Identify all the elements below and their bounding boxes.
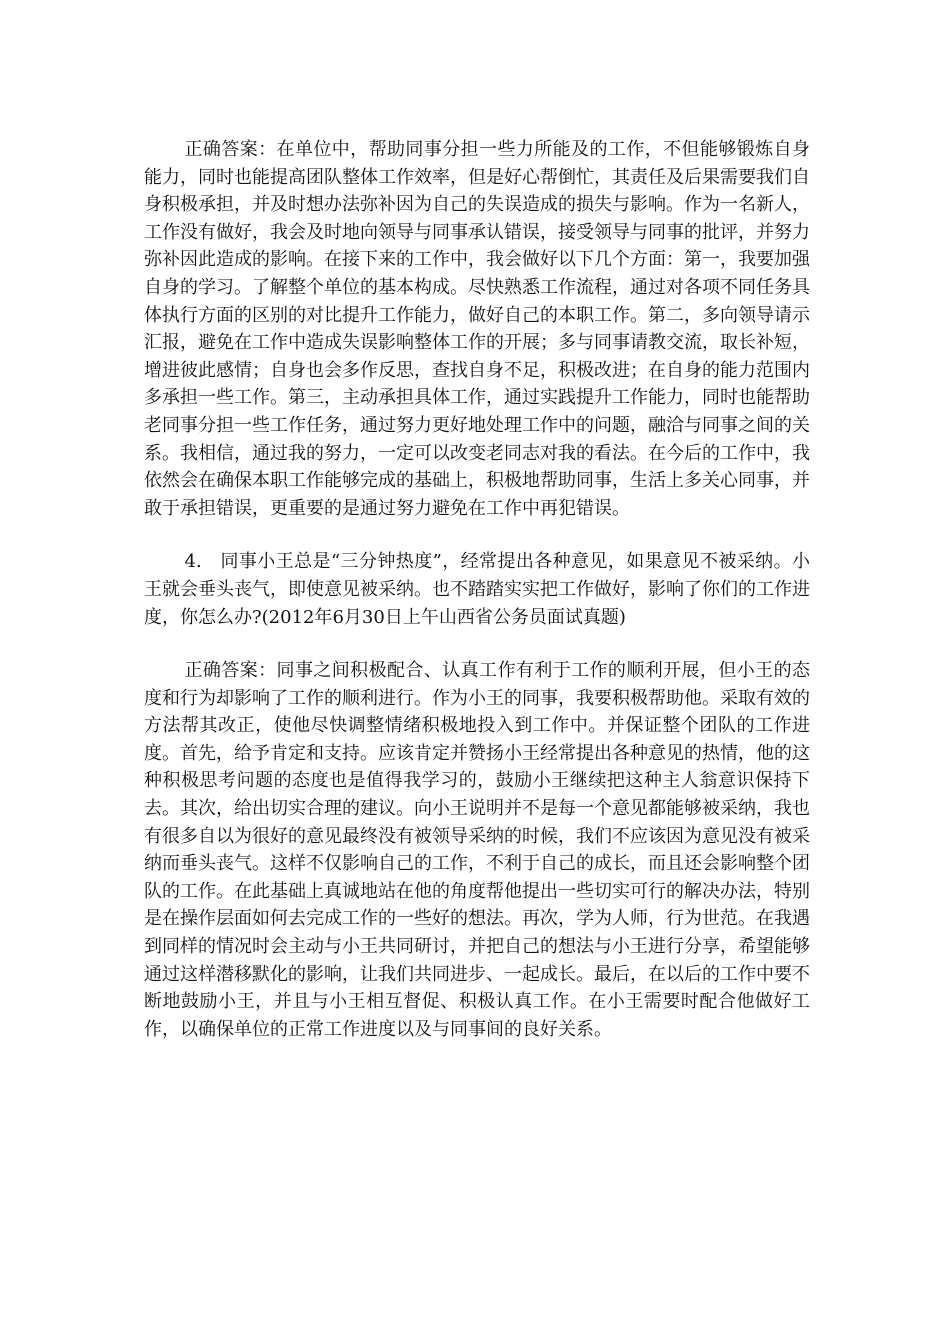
answer-paragraph-1: 正确答案：在单位中，帮助同事分担一些力所能及的工作，不但能够锻炼自身能力，同时也能提高团队整体工作效率，但是好心帮倒忙，其责任及后果需要我们自身积极承担，并及时想办法弥补因为自己的失误造成的损失与影响。作为一名新人，工作没有做好，我会及时地向领导与同事承认错误，接受领导与同事的批评，并努力弥补因此造成的影响。在接下来的工作中，我会做好以下几个方面：第一，我要加强自身的学习。了解整个单位的基本构成。尽快熟悉工作流程，通过对各项不同任务具体执行方面的区别的对比提升工作能力，做好自己的本职工作。第二，多向领导请示汇报，避免在工作中造成失误影响整体工作的开展；多与同事请教交流，取长补短，增进彼此感情；自身也会多作反思，查找自身不足，积极改进；在自身的能力范围内多承担一些工作。第三，主动承担具体工作，通过实践提升工作能力，同时也能帮助老同事分担一些工作任务，通过努力更好地处理工作中的问题，融洽与同事之间的关系。我相信，通过我的努力，一定可以改变老同志对我的看法。在今后的工作中，我依然会在确保本职工作能够完成的基础上，积极地帮助同事，生活上多关心同事，并敢于承担错误，更重要的是通过努力避免在工作中再犯错误。 bbox=[144, 139, 810, 519]
answer-paragraph-2: 正确答案：同事之间积极配合、认真工作有利于工作的顺利开展，但小王的态度和行为却影响了工作的顺利进行。作为小王的同事，我要积极帮助他。采取有效的方法帮其改正，使他尽快调整情绪积极地投入到工作中。并保证整个团队的工作进度。首先，给予肯定和支持。应该肯定并赞扬小王经常提出各种意见的热情，他的这种积极思考问题的态度也是值得我学习的，鼓励小王继续把这种主人翁意识保持下去。其次，给出切实合理的建议。向小王说明并不是每一个意见都能够被采纳，我也有很多自以为很好的意见最终没有被领导采纳的时候，我们不应该因为意见没有被采纳而垂头丧气。这样不仅影响自己的工作，不利于自己的成长，而且还会影响整个团队的工作。在此基础上真诚地站在他的角度帮他提出一些切实可行的解决办法，特别是在操作层面如何去完成工作的一些好的想法。再次，学为人师，行为世范。在我遇到同样的情况时会主动与小王共同研讨，并把自己的想法与小王进行分享，希望能够通过这样潜移默化的影响，让我们共同进步、一起成长。最后，在以后的工作中要不断地鼓励小王，并且与小王相互督促、积极认真工作。在小王需要时配合他做好工作，以确保单位的正常工作进度以及与同事间的良好关系。 bbox=[144, 660, 810, 1040]
document-body bbox=[144, 136, 810, 1043]
question-4-paragraph: 4. 同事小王总是“三分钟热度”，经常提出各种意见，如果意见不被采纳。小王就会垂头丧气，即使意见被采纳。也不踏踏实实把工作做好，影响了你们的工作进度，你怎么办?(2012年6月30日上午山西省公务员面试真题) bbox=[144, 551, 810, 628]
